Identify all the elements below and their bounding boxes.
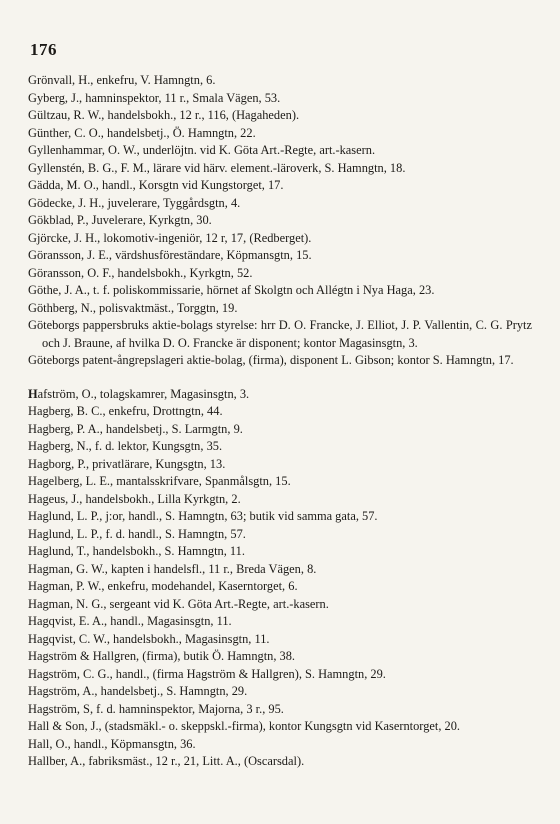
directory-entry: Gökblad, P., Juvelerare, Kyrkgtn, 30. [28,213,212,227]
directory-entry: Gyberg, J., hamninspektor, 11 r., Smala Vägen, 53. [28,90,281,105]
directory-entry: Göteborgs pappersbruks aktie-bolags styrelse: hrr D. O. Francke, J. Elliot, J. P. Vallentin, C. G. Prytz och J. Braune, af hvilka D. O. Francke är disponent; kontor Magasinsgtn, 3. [28,318,532,350]
directory-entry: Hagberg, N., f. d. lektor, Kungsgtn, 35. [28,439,223,453]
directory-entry: Hagström, A., handelsbetj., S. Hamngtn, 29. [28,684,248,698]
directory-entry: Hall & Son, J., (stadsmäkl.- o. skeppskl.-firma), kontor Kungsgtn vid Kaserntorget, 20. [28,719,461,733]
directory-entry: Hagqvist, E. A., handl., Magasinsgtn, 11. [28,614,232,628]
directory-entry: Hagberg, P. A., handelsbetj., S. Larmgtn, 9. [28,421,243,436]
directory-entry: Gyllenhammar, O. W., underlöjtn. vid K. Göta Art.-Regte, art.-kasern. [28,143,376,157]
directory-entry: Hagman, P. W., enkefru, modehandel, Kaserntorget, 6. [28,579,298,593]
directory-entry: Günther, C. O., handelsbetj., Ö. Hamngtn, 22. [28,125,256,140]
directory-entry: Grönvall, H., enkefru, V. Hamngtn, 6. [28,73,216,87]
directory-entry: Göransson, O. F., handelsbokh., Kyrkgtn, 52. [28,265,253,280]
directory-entry: Gültzau, R. W., handelsbokh., 12 r., 116, (Hagaheden). [28,108,300,122]
directory-entry: Haglund, T., handelsbokh., S. Hamngtn, 11. [28,544,245,558]
directory-entry: Hagman, N. G., sergeant vid K. Göta Art.-Regte, art.-kasern. [28,596,329,611]
directory-entry: Gödecke, J. H., juvelerare, Tyggårdsgtn, 4. [28,195,241,210]
directory-entry: Hafström, O., tolagskamrer, Magasinsgtn, 3. [28,386,250,401]
directory-entry: Haglund, L. P., j:or, handl., S. Hamngtn, 63; butik vid samma gata, 57. [28,509,378,523]
section-g-entries [28,72,532,370]
directory-entry: Hagström & Hallgren, (firma), butik Ö. Hamngtn, 38. [28,649,296,663]
page-number: 176 [30,40,57,59]
directory-entry: Hageus, J., handelsbokh., Lilla Kyrkgtn, 2. [28,491,241,506]
directory-entry: Hagström, C. G., handl., (firma Hagström & Hallgren), S. Hamngtn, 29. [28,666,386,681]
directory-entry: Hagborg, P., privatlärare, Kungsgtn, 13. [28,456,226,471]
directory-entry: Göransson, J. E., värdshusföreständare, Köpmansgtn, 15. [28,248,312,262]
directory-entry: Hallber, A., fabriksmäst., 12 r., 21, Litt. A., (Oscarsdal). [28,754,305,768]
directory-entry: Göteborgs patent-ångrepslageri aktie-bolag, (firma), disponent L. Gibson; kontor S. Hamngtn, 17. [28,353,514,367]
directory-entry: Gyllenstén, B. G., F. M., lärare vid härv. element.-läroverk, S. Hamngtn, 18. [28,160,406,175]
directory-entry: Hagqvist, C. W., handelsbokh., Magasinsgtn, 11. [28,631,270,646]
directory-entry: Gädda, M. O., handl., Korsgtn vid Kungstorget, 17. [28,178,284,192]
directory-entry: Göthe, J. A., t. f. poliskommissarie, hörnet af Skolgtn och Allégtn i Nya Haga, 23. [28,283,435,297]
section-h-entries [28,386,532,771]
directory-listing [28,72,532,771]
directory-entry: Hagman, G. W., kapten i handelsfl., 11 r., Breda Vägen, 8. [28,561,317,576]
directory-entry: Haglund, L. P., f. d. handl., S. Hamngtn, 57. [28,526,246,541]
directory-entry: Hagelberg, L. E., mantalsskrifvare, Spanmålsgtn, 15. [28,474,291,488]
directory-entry: Göthberg, N., polisvaktmäst., Torggtn, 19. [28,300,238,315]
directory-entry: Hagberg, B. C., enkefru, Drottngtn, 44. [28,404,223,418]
directory-entry: Gjörcke, J. H., lokomotiv-ingeniör, 12 r, 17, (Redberget). [28,230,312,245]
directory-entry: Hagström, S, f. d. hamninspektor, Majorna, 3 r., 95. [28,701,284,716]
directory-entry: Hall, O., handl., Köpmansgtn, 36. [28,736,196,751]
